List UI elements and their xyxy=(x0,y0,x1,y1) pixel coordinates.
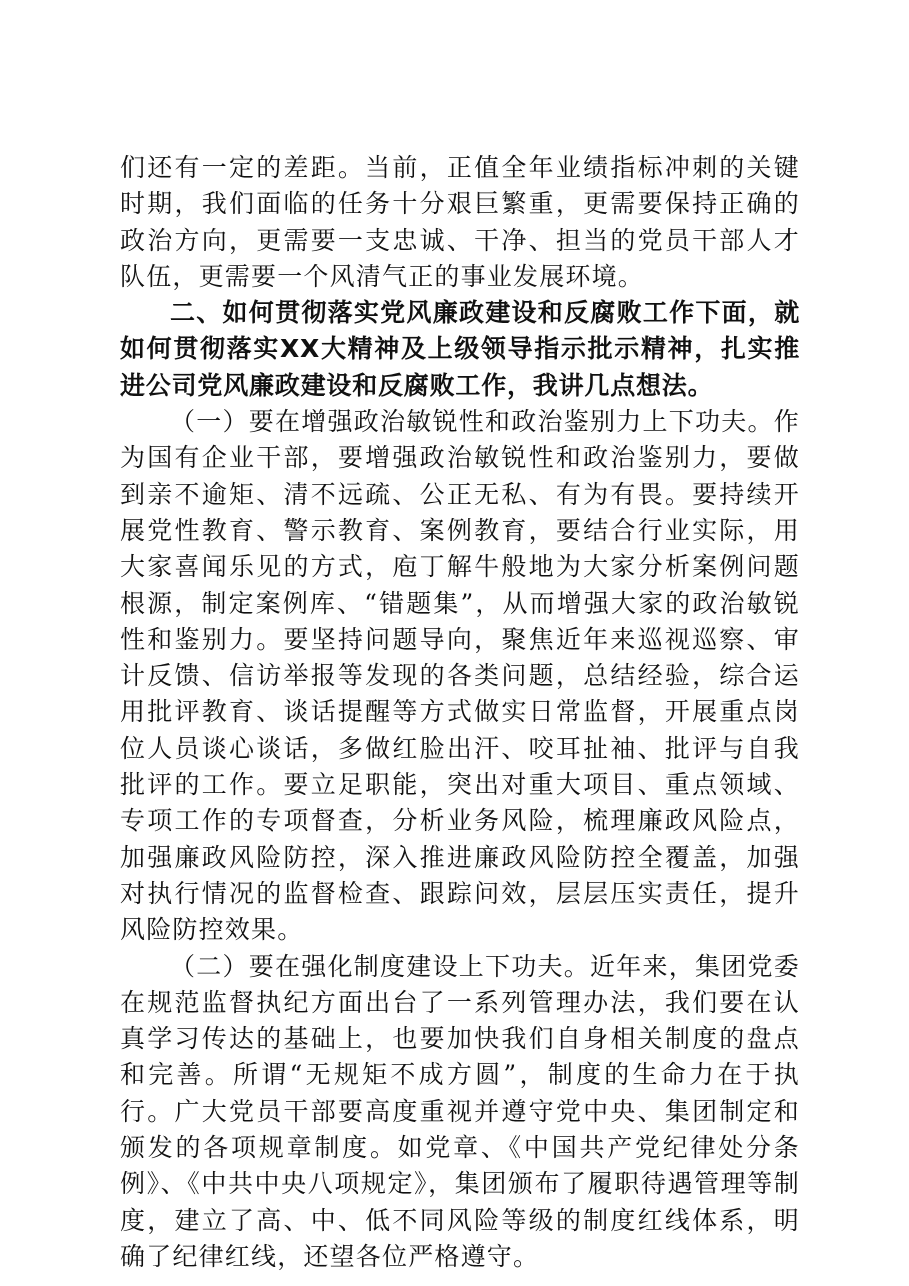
paragraph-subsection-1: （一）要在增强政治敏锐性和政治鉴别力上下功夫。作为国有企业干部，要增强政治敏锐性和政治鉴别力，要做到亲不逾矩、清不远疏、公正无私、有为有畏。要持续开展党性教育、警示教育、案例教育，要结合行业实际，用大家喜闻乐见的方式，庖丁解牛般地为大家分析案例问题根源，制定案例库、“错题集”，从而增强大家的政治敏锐性和鉴别力。要坚持问题导向，聚焦近年来巡视巡察、审计反馈、信访举报等发现的各类问题，总结经验，综合运用批评教育、谈话提醒等方式做实日常监督，开展重点岗位人员谈心谈话，多做红脸出汗、咬耳扯袖、批评与自我批评的工作。要立足职能，突出对重大项目、重点领域、专项工作的专项督查，分析业务风险，梳理廉政风险点，加强廉政风险防控，深入推进廉政风险防控全覆盖，加强对执行情况的监督检查、跟踪问效，层层压实责任，提升风险防控效果。 xyxy=(120,407,800,945)
document-body xyxy=(120,150,800,1275)
paragraph-subsection-2: （二）要在强化制度建设上下功夫。近年来，集团党委在规范监督执纪方面出台了一系列管理办法，我们要在认真学习传达的基础上，也要加快我们自身相关制度的盘点和完善。所谓“无规矩不成方圆”，制度的生命力在于执行。广大党员干部要高度重视并遵守党中央、集团制定和颁发的各项规章制度。如党章、《中国共产党纪律处分条例》、《中共中央八项规定》，集团颁布了履职待遇管理等制度，建立了高、中、低不同风险等级的制度红线体系，明确了纪律红线，还望各位严格遵守。 xyxy=(120,951,800,1271)
paragraph-continuation: 们还有一定的差距。当前，正值全年业绩指标冲刺的关键时期，我们面临的任务十分艰巨繁重，更需要保持正确的政治方向，更需要一支忠诚、干净、担当的党员干部人才队伍，更需要一个风清气正的事业发展环境。 xyxy=(120,153,800,291)
section-heading-2: 二、如何贯彻落实党风廉政建设和反腐败工作下面，就如何贯彻落实XX大精神及上级领导指示批示精神，扎实推进公司党风廉政建设和反腐败工作，我讲几点想法。 xyxy=(120,298,800,400)
